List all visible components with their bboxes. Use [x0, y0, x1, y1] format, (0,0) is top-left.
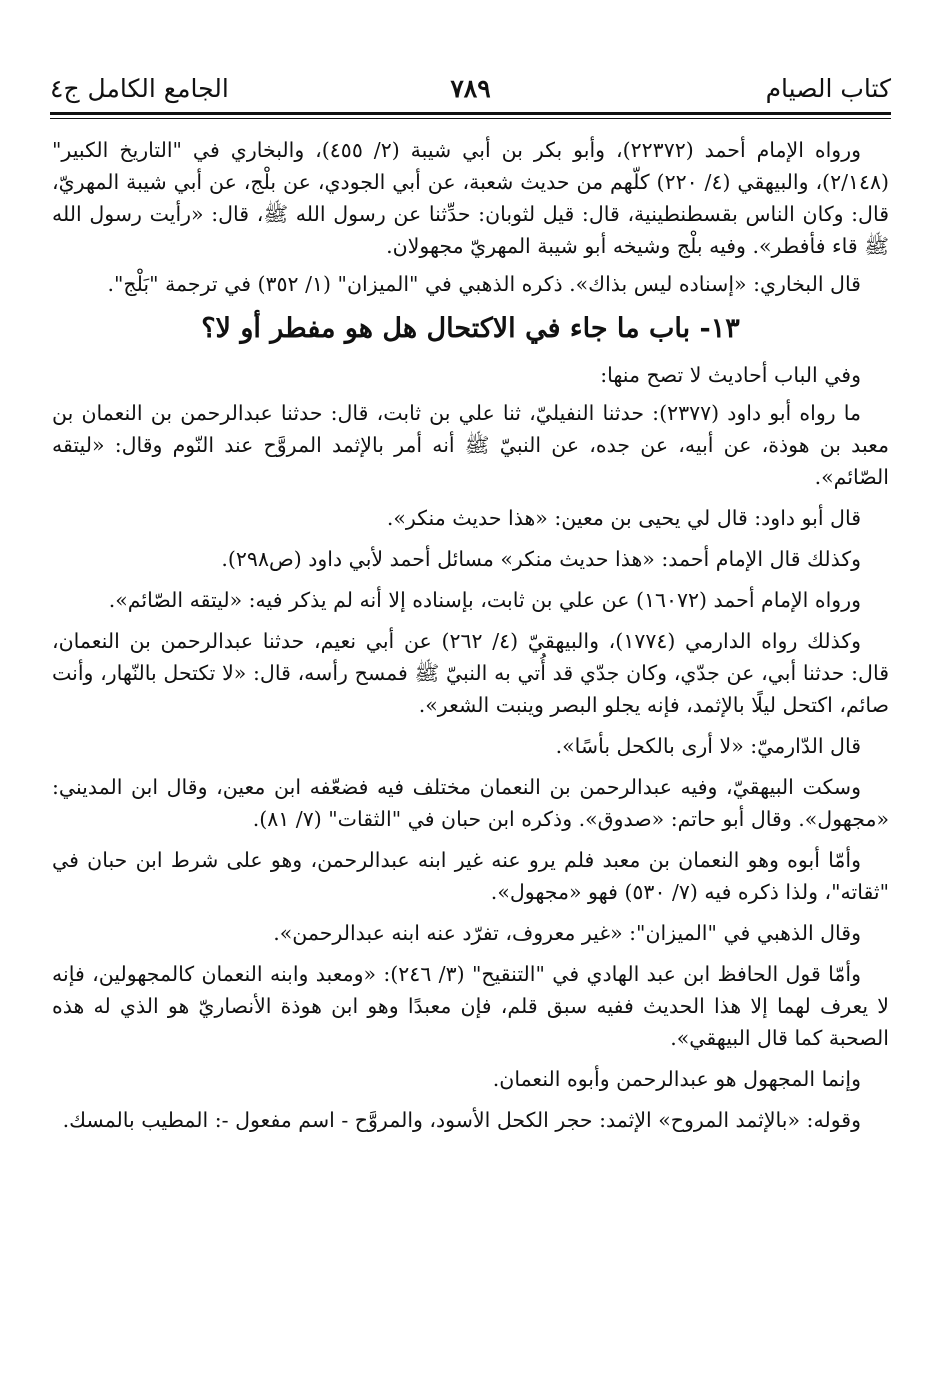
paragraph: ما رواه أبو داود (٢٣٧٧): حدثنا النفيليّ، ثنا علي بن ثابت، قال: حدثنا عبدالرحمن بن النعمان بن معبد بن هوذة، عن أبيه، عن جده، عن النبيّ ﷺ أنه أمر بالإثمد المروَّح عند النّوم وقال: «ليتقه الصّائم».	[52, 401, 889, 489]
page-number: ٧٨٩	[450, 74, 491, 103]
page-header	[50, 70, 891, 110]
chapter-title: كتاب الصيام	[765, 74, 891, 103]
paragraph: وكذلك رواه الدارمي (١٧٧٤)، والبيهقيّ (٤/ ٢٦٢) عن أبي نعيم، حدثنا عبدالرحمن بن النعمان، قال: حدثنا أبي، عن جدّي، وكان جدّي قد أُتي به النبيّ ﷺ فمسح رأسه، قال: «لا تكتحل بالنّهار، وأنت صائم، اكتحل ليلًا بالإثمد، فإنه يجلو البصر وينبت الشعر».	[52, 629, 889, 717]
paragraph: قال البخاري: «إسناده ليس بذاك». ذكره الذهبي في "الميزان" (١/ ٣٥٢) في ترجمة "بَلْج".	[107, 272, 861, 296]
header-rule-thin	[50, 118, 891, 119]
header-rule-thick	[50, 112, 891, 115]
paragraph: قال أبو داود: قال لي يحيى بن معين: «هذا حديث منكر».	[386, 506, 861, 530]
section-heading: ١٣- باب ما جاء في الاكتحال هل هو مفطر أو لا؟	[201, 313, 740, 344]
paragraph: قال الدّارميّ: «لا أرى بالكحل بأسًا».	[555, 734, 861, 758]
page-body	[52, 134, 889, 1336]
book-title: الجامع الكامل ج٤	[50, 74, 229, 103]
paragraph: وكذلك قال الإمام أحمد: «هذا حديث منكر» مسائل أحمد لأبي داود (ص٢٩٨).	[221, 547, 861, 571]
paragraph: وإنما المجهول هو عبدالرحمن وأبوه النعمان.	[492, 1067, 861, 1091]
paragraph: وقوله: «بالإثمد المروح» الإثمد: حجر الكحل الأسود، والمروَّح - اسم مفعول -: المطيب بالمسك.	[62, 1108, 861, 1132]
paragraph: ورواه الإمام أحمد (٢٢٣٧٢)، وأبو بكر بن أبي شيبة (٢/ ٤٥٥)، والبخاري في "التاريخ الكبير" (٢/١٤٨)، والبيهقي (٤/ ٢٢٠) كلّهم من حديث شعبة، عن أبي الجودي، عن بلْج، عن أبي شيبة المهريّ، قال: وكان الناس بقسطنطينية، قال: قيل لثوبان: حدِّثنا عن رسول الله ﷺ، قال: «رأيت رسول الله ﷺ قاء فأفطر». وفيه بلْج وشيخه أبو شيبة المهريّ مجهولان.	[52, 138, 890, 258]
paragraph: وأمّا قول الحافظ ابن عبد الهادي في "التنقيح" (٣/ ٢٤٦): «ومعبد وابنه النعمان كالمجهولين، فإنه لا يعرف لهما إلا هذا الحديث ففيه سبق قلم، فإن معبدًا وهو ابن هوذة الأنصاريّ هو الذي له هذه الصحبة كما قال البيهقي».	[52, 962, 889, 1050]
paragraph: وقال الذهبي في "الميزان": «غير معروف، تفرّد عنه ابنه عبدالرحمن».	[273, 921, 861, 945]
paragraph: وأمّا أبوه وهو النعمان بن معبد فلم يرو عنه غير ابنه عبدالرحمن، وهو على شرط ابن حبان في "ثقاته"، ولذا ذكره فيه (٧/ ٥٣٠) فهو «مجهول».	[52, 848, 889, 904]
paragraph: ورواه الإمام أحمد (١٦٠٧٢) عن علي بن ثابت، بإسناده إلا أنه لم يذكر فيه: «ليتقه الصّائم».	[108, 588, 861, 612]
paragraph: وسكت البيهقيّ، وفيه عبدالرحمن بن النعمان مختلف فيه فضعّفه ابن معين، وقال ابن المديني: «مجهول». وقال أبو حاتم: «صدوق». وذكره ابن حبان في "الثقات" (٧/ ٨١).	[52, 775, 889, 831]
paragraph: وفي الباب أحاديث لا تصح منها:	[600, 363, 861, 387]
